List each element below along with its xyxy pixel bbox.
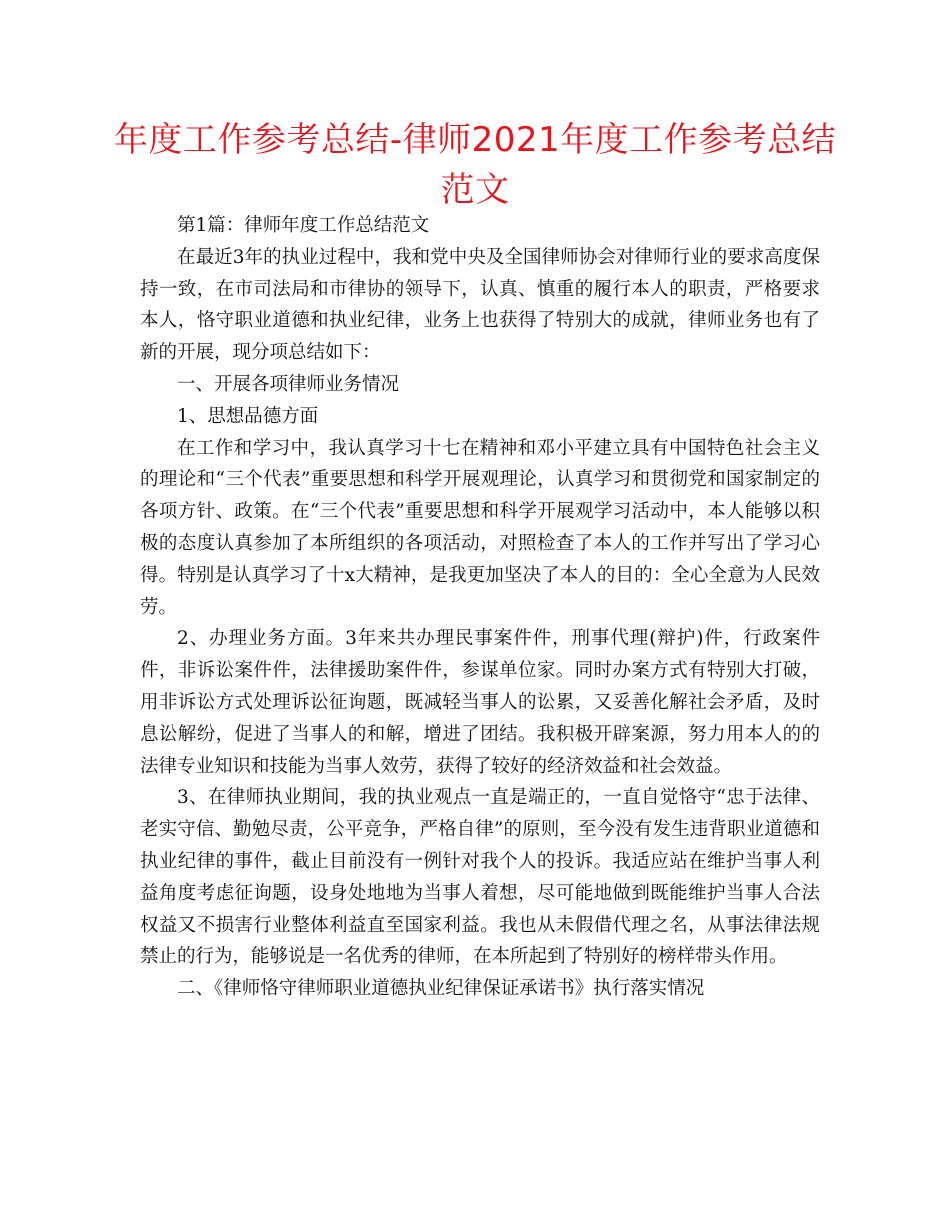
section-heading: 第1篇：律师年度工作总结范文 bbox=[177, 215, 430, 236]
document-body bbox=[140, 210, 820, 1005]
section-heading: 一、开展各项律师业务情况 bbox=[177, 373, 400, 395]
body-paragraph: 在工作和学习中，我认真学习十七在精神和邓小平建立具有中国特色社会主义的理论和“三个代表”重要思想和科学开展观理论，认真学习和贯彻党和国家制定的各项方针、政策。在“三个代表”重要思想和科学开展观学习活动中，本人能够以积极的态度认真参加了本所组织的各项活动，对照检查了本人的工作并写出了学习心得。特别是认真学习了十x大精神，是我更加坚决了本人的目的：全心全意为人民效劳。 bbox=[140, 437, 820, 618]
section-heading: 二、《律师恪守律师职业道德执业纪律保证承诺书》执行落实情况 bbox=[177, 978, 705, 1000]
subsection-heading: 1、思想品德方面 bbox=[177, 405, 319, 427]
body-paragraph: 在最近3年的执业过程中，我和党中央及全国律师协会对律师行业的要求高度保持一致，在市司法局和市律协的领导下，认真、慎重的履行本人的职责，严格要求本人，恪守职业道德和执业纪律，业务上也获得了特别大的成就，律师业务也有了新的开展，现分项总结如下： bbox=[140, 246, 820, 364]
document-title-line-1: 年度工作参考总结-律师2021年度工作参考总结 bbox=[113, 120, 837, 160]
body-paragraph: 3、在律师执业期间，我的执业观点一直是端正的，一直自觉恪守“忠于法律、老实守信、勤勉尽责，公平竞争，严格自律”的原则，至今没有发生违背职业道德和执业纪律的事件，截止目前没有一例针对我个人的投诉。我适应站在维护当事人利益角度考虑征询题，设身处地地为当事人着想，尽可能地做到既能维护当事人合法权益又不损害行业整体利益直至国家利益。我也从未假借代理之名，从事法律法规禁止的行为，能够说是一名优秀的律师，在本所起到了特别好的榜样带头作用。 bbox=[140, 787, 820, 968]
body-paragraph: 2、办理业务方面。3年来共办理民事案件件，刑事代理(辩护)件，行政案件件，非诉讼案件件，法律援助案件件，参谋单位家。同时办案方式有特别大打破，用非诉讼方式处理诉讼征询题，既减轻当事人的讼累，又妥善化解社会矛盾，及时息讼解纷，促进了当事人的和解，增进了团结。我积极开辟案源，努力用本人的的法律专业知识和技能为当事人效劳，获得了较好的经济效益和社会效益。 bbox=[140, 628, 820, 777]
document-title-line-2: 范文 bbox=[440, 170, 510, 210]
